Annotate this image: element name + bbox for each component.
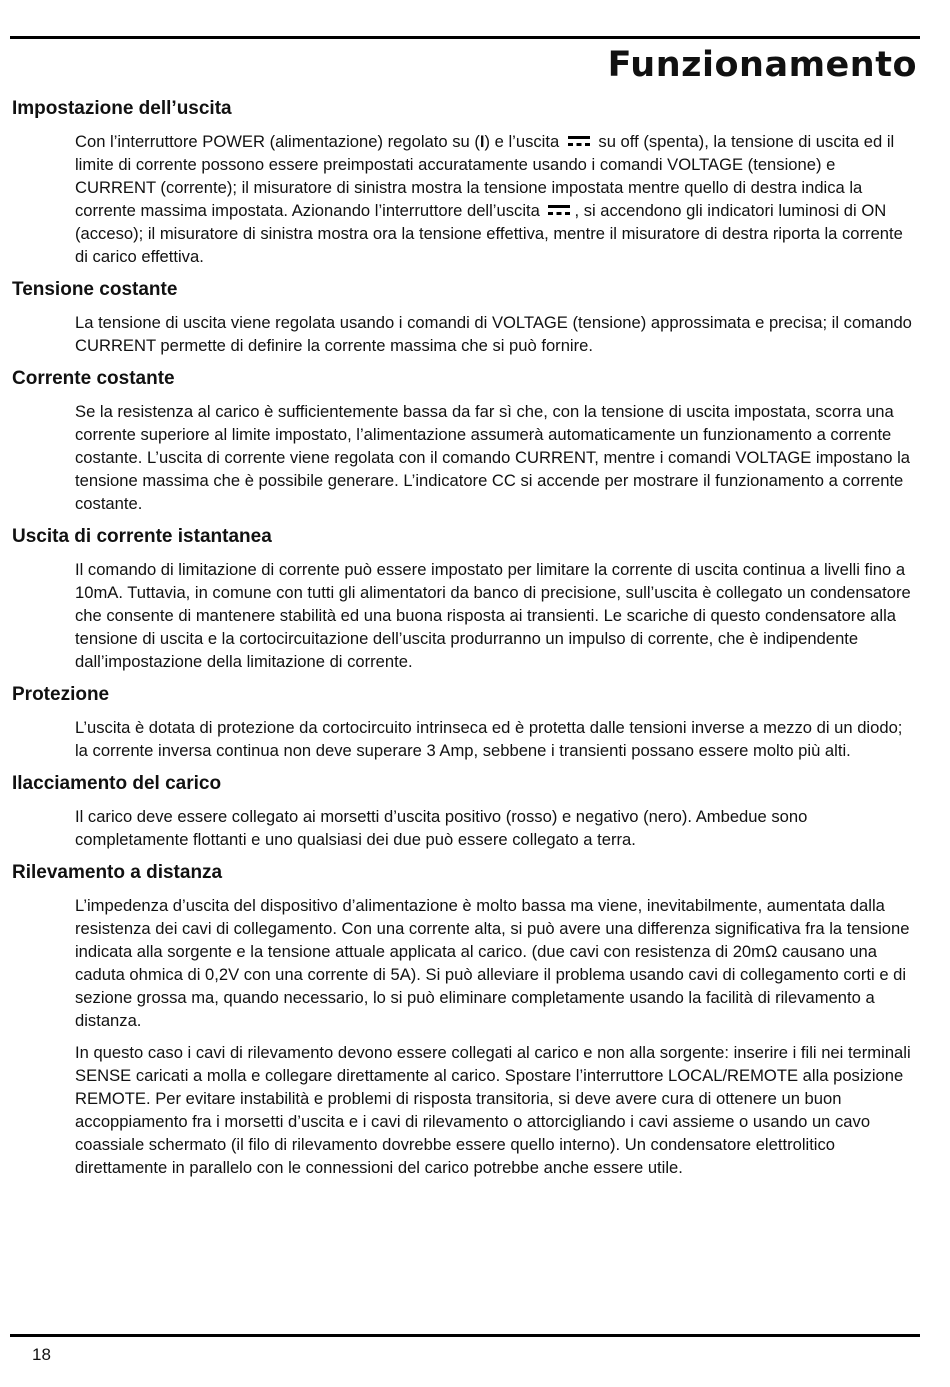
power-on-symbol: I bbox=[479, 132, 485, 151]
dc-output-icon bbox=[548, 205, 570, 216]
paragraph bbox=[75, 130, 917, 268]
text-run: Con l’interruttore POWER (alimentazione) regolato su ( bbox=[75, 132, 480, 151]
top-rule bbox=[10, 36, 920, 39]
section-rilevamento-distanza bbox=[12, 860, 917, 1179]
section-corrente-costante bbox=[12, 366, 917, 515]
paragraph: Il carico deve essere collegato ai morsetti d’uscita positivo (rosso) e negativo (nero). Ambedue sono completamente flottanti e uno qualsiasi dei due può essere collegato a terra. bbox=[75, 807, 808, 849]
paragraph: L’uscita è dotata di protezione da cortocircuito intrinseca ed è protetta dalle tensioni inverse a mezzo di un diodo; la corrente inversa continua non deve superare 3 Amp, sebbene i transienti possano essere molto più alti. bbox=[75, 718, 903, 760]
section-heading: Tensione costante bbox=[12, 279, 178, 300]
page-title: Funzionamento bbox=[607, 45, 917, 85]
text-run: , si accendono gli indicatori luminosi di ON (acceso); il misuratore di sinistra mostra ora la tensione effettiva, mentre il misuratore di destra riporta la corrente di carico effettiva. bbox=[75, 201, 903, 266]
section-heading: Ilacciamento del carico bbox=[12, 773, 222, 794]
section-heading: Uscita di corrente istantanea bbox=[12, 526, 272, 547]
section-allacciamento-carico bbox=[12, 771, 917, 851]
section-impostazione-uscita bbox=[12, 96, 917, 268]
dc-output-icon bbox=[568, 136, 590, 147]
section-tensione-costante bbox=[12, 277, 917, 357]
section-uscita-corrente-istantanea bbox=[12, 524, 917, 673]
bottom-rule bbox=[10, 1334, 920, 1337]
paragraph: Il comando di limitazione di corrente può essere impostato per limitare la corrente di uscita continua a livelli fino a 10mA. Tuttavia, in comune con tutti gli alimentatori da banco di precisione, sull’uscita è collegato un condensatore che consente di mantenere stabilità ed una buona risposta ai transienti. Le scariche di questo condensatore alla tensione di uscita e la cortocircuitazione dell’uscita produrranno un impulso di corrente, che è indipendente dall’impostazione della limitazione di corrente. bbox=[75, 560, 911, 671]
paragraph: L’impedenza d’uscita del dispositivo d’alimentazione è molto bassa ma viene, inevitabilmente, aumentata dalla resistenza dei cavi di collegamento. Con una corrente alta, si può avere una differenza significativa fra la tensione indicata alla sorgente e la tensione attuale applicata al carico. (due cavi con resistenza di 20mΩ causano una caduta ohmica di 0,2V con una corrente di 5A). Si può alleviare il problema usando cavi di collegamento corti e di sezione grossa ma, quando necessario, lo si può eliminare completamente usando la facilità di rilevamento a distanza. bbox=[75, 896, 910, 1030]
paragraph: Se la resistenza al carico è sufficientemente bassa da far sì che, con la tensione di uscita impostata, scorra una corrente superiore al limite impostato, l’alimentazione assumerà automaticamente un funzionamento a corrente costante. L’uscita di corrente viene regolata con il comando CURRENT, mentre i comandi VOLTAGE impostano la tensione massima che è possibile generare. L’indicatore CC si accende per mostrare il funzionamento a corrente costante. bbox=[75, 402, 910, 513]
section-heading: Impostazione dell’uscita bbox=[12, 98, 232, 119]
text-run: su off (spenta), la tensione di uscita ed il limite di corrente possono essere preimpostati accuratamente usando i comandi VOLTAGE (tensione) e CURRENT (corrente); il misuratore di sinistra mostra la tensione impostata mentre quello di destra indica la corrente massima impostata. Azionando l’interruttore dell’uscita bbox=[75, 132, 895, 220]
section-protezione bbox=[12, 682, 917, 762]
paragraph: In questo caso i cavi di rilevamento devono essere collegati al carico e non alla sorgente: inserire i fili nei terminali SENSE caricati a molla e collegare direttamente al carico. Spostare l’interruttore LOCAL/REMOTE alla posizione REMOTE. Per evitare instabilità e problemi di risposta transitoria, si deve avere cura di ottenere un buon accoppiamento fra i morsetti d’uscita e i cavi di rilevamento o attorcigliando i cavi assieme o usando un cavo coassiale schermato (il filo di rilevamento dovrebbe essere quello interno). Un condensatore elettrolitico direttamente in parallelo con le connessioni del carico potrebbe anche essere utile. bbox=[75, 1043, 911, 1177]
section-heading: Corrente costante bbox=[12, 368, 175, 389]
page-number: 18 bbox=[32, 1345, 51, 1364]
section-heading: Rilevamento a distanza bbox=[12, 862, 223, 883]
document-body bbox=[12, 96, 917, 1188]
text-run: ) e l’uscita bbox=[484, 132, 564, 151]
section-heading: Protezione bbox=[12, 684, 110, 705]
paragraph: La tensione di uscita viene regolata usando i comandi di VOLTAGE (tensione) approssimata e precisa; il comando CURRENT permette di definire la corrente massima che si può fornire. bbox=[75, 313, 912, 355]
